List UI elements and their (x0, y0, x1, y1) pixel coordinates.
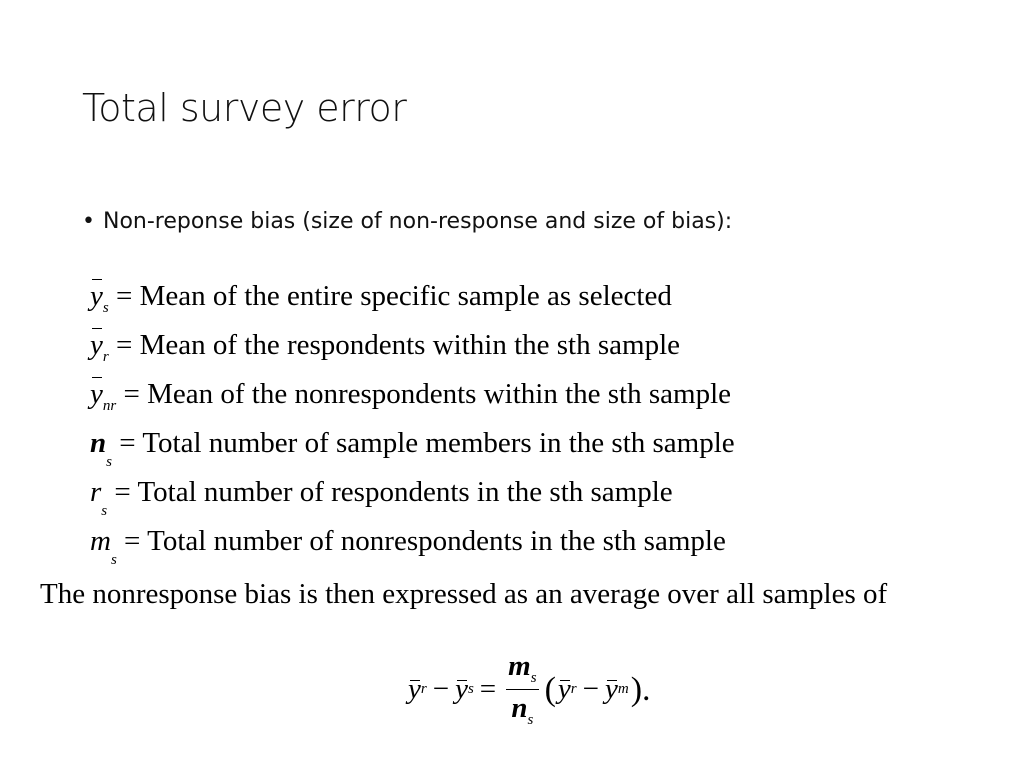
definition-text: Mean of the entire specific sample as selected (139, 280, 672, 312)
equals-sign: = (111, 427, 143, 459)
definition-row (90, 272, 735, 321)
fraction (506, 650, 538, 729)
formula-subscript: m (617, 681, 629, 697)
definition-row (90, 517, 735, 566)
definition-subscript: s (102, 300, 109, 316)
equals-sign: = (479, 673, 497, 705)
equals-sign: = (107, 476, 138, 508)
definition-symbol: y (90, 370, 103, 419)
bullet-marker: • (82, 209, 95, 234)
fraction-denominator (511, 690, 533, 729)
definition-symbol: y (90, 272, 103, 321)
equals-sign: = (108, 329, 140, 361)
bullet-text: Non-reponse bias (size of non-response and size of bias): (102, 209, 733, 234)
definition-text: Mean of the nonrespondents within the sth sample (147, 378, 732, 410)
denominator-symbol: n (511, 692, 528, 724)
definition-symbol: m (90, 525, 111, 557)
open-paren: ( (544, 670, 556, 708)
formula-term: y (557, 673, 571, 705)
expression-text: The nonresponse bias is then expressed as an average over all samples of (40, 578, 888, 610)
equals-sign: = (116, 378, 148, 410)
denominator-subscript: s (527, 712, 534, 728)
formula-term: y (408, 673, 421, 705)
definition-subscript: nr (102, 398, 117, 414)
definition-symbol: y (90, 321, 103, 370)
definition-row (90, 321, 735, 370)
bias-formula (408, 650, 653, 729)
numerator-symbol: m (508, 650, 531, 682)
close-paren: ). (630, 670, 651, 708)
definition-subscript: s (110, 552, 117, 568)
definition-row (90, 370, 735, 419)
definition-subscript: s (106, 454, 112, 470)
definition-subscript: s (101, 503, 108, 519)
definition-symbol: n (90, 427, 107, 459)
formula-subscript: r (420, 681, 427, 697)
definition-row (90, 419, 735, 468)
bullet-item (82, 209, 732, 234)
definition-text: Total number of nonrespondents in the sth sample (147, 525, 726, 557)
definitions-list (90, 272, 735, 566)
equals-sign: = (108, 280, 140, 312)
formula-term: y (604, 673, 618, 705)
definition-text: Mean of the respondents within the sth sample (139, 329, 681, 361)
definition-subscript: r (102, 349, 109, 365)
definition-row (90, 468, 735, 517)
equals-sign: = (116, 525, 148, 557)
formula-subscript: s (467, 681, 474, 697)
formula-subscript: r (570, 681, 577, 697)
minus-sign: − (582, 673, 599, 705)
formula-term: y (455, 673, 468, 705)
minus-sign: − (432, 673, 450, 705)
slide-title: Total survey error (82, 86, 407, 130)
fraction-numerator (506, 650, 538, 690)
definition-symbol: r (90, 476, 102, 508)
definition-text: Total number of sample members in the sth sample (142, 427, 735, 459)
numerator-subscript: s (530, 670, 537, 686)
definition-text: Total number of respondents in the sth sample (137, 476, 673, 508)
